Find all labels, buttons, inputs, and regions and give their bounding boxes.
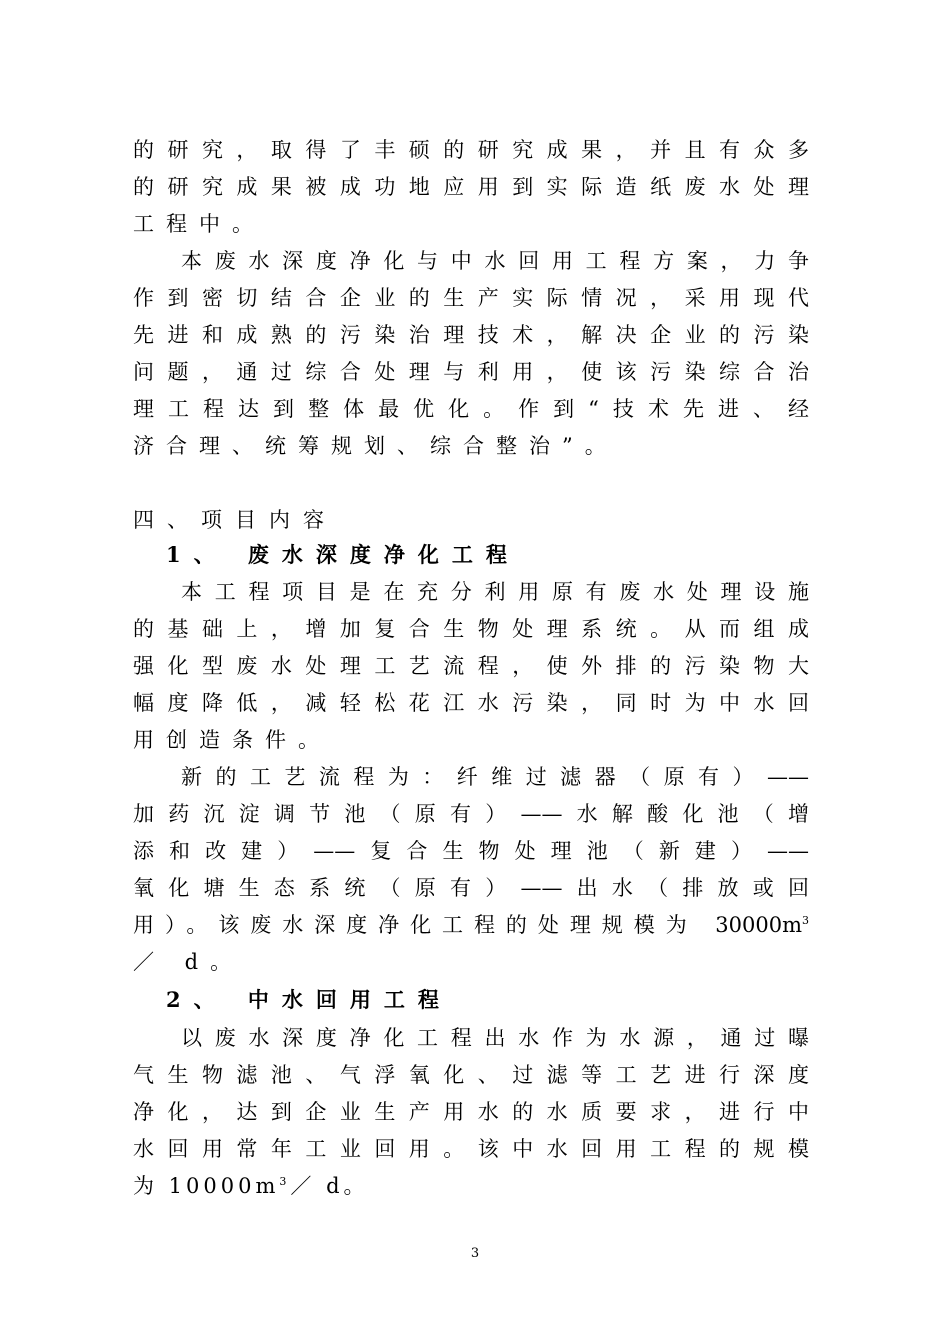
paragraph-line: 的基础上，增加复合生物处理系统。从而组成 bbox=[133, 617, 809, 641]
paragraph-line: 气生物滤池、气浮氧化、过滤等工艺进行深度 bbox=[133, 1063, 809, 1087]
paragraph-line: 氧化塘生态系统（原有）——出水（排放或回 bbox=[133, 876, 809, 900]
paragraph-line: ／ d。 bbox=[133, 950, 244, 974]
paragraph-line: 强化型废水处理工艺流程，使外排的污染物大 bbox=[133, 654, 809, 678]
paragraph-line: 本工程项目是在充分利用原有废水处理设施 bbox=[181, 580, 809, 604]
paragraph-text: 为 10000m bbox=[133, 1174, 280, 1198]
paragraph-line: 以废水深度净化工程出水作为水源，通过曝 bbox=[181, 1026, 809, 1050]
paragraph-line: 先进和成熟的污染治理技术，解决企业的污染 bbox=[133, 323, 809, 347]
page-number: 3 bbox=[470, 1246, 480, 1261]
paragraph-line: 新的工艺流程为：纤维过滤器（原有）—— bbox=[181, 765, 809, 789]
paragraph-line: 问题，通过综合处理与利用，使该污染综合治 bbox=[133, 360, 809, 384]
paragraph-line: 本废水深度净化与中水回用工程方案，力争 bbox=[181, 249, 809, 273]
paragraph-line bbox=[133, 909, 809, 941]
paragraph-line: 理工程达到整体最优化。作到“技术先进、经 bbox=[133, 397, 809, 421]
subsection-heading: 1、 废水深度净化工程 bbox=[166, 542, 520, 567]
paragraph-line: 水回用常年工业回用。该中水回用工程的规模 bbox=[133, 1137, 809, 1161]
paragraph-line: 幅度降低，减轻松花江水污染，同时为中水回 bbox=[133, 691, 809, 715]
paragraph-line: 的研究，取得了丰硕的研究成果，并且有众多 bbox=[133, 138, 809, 162]
paragraph-line: 作到密切结合企业的生产实际情况，采用现代 bbox=[133, 286, 809, 310]
paragraph-line: 的研究成果被成功地应用到实际造纸废水处理 bbox=[133, 175, 809, 199]
paragraph-line: 加药沉淀调节池（原有）——水解酸化池（增 bbox=[133, 802, 809, 826]
paragraph-text: 用）。该废水深度净化工程的处理规模为 30000m bbox=[133, 913, 802, 937]
section-heading: 四、项目内容 bbox=[133, 508, 337, 532]
paragraph-line: 济合理、统筹规划、综合整治”。 bbox=[133, 434, 618, 458]
superscript: 3 bbox=[802, 914, 809, 927]
subsection-heading: 2、 中水回用工程 bbox=[166, 987, 452, 1012]
paragraph-line: 净化，达到企业生产用水的水质要求，进行中 bbox=[133, 1100, 809, 1124]
paragraph-text: ／ d。 bbox=[290, 1174, 369, 1198]
paragraph-line bbox=[133, 1170, 809, 1202]
paragraph-line: 添和改建）——复合生物处理池（新建）—— bbox=[133, 839, 809, 863]
paragraph-line: 工程中。 bbox=[133, 212, 265, 236]
superscript: 3 bbox=[279, 1175, 291, 1188]
paragraph-line: 用创造条件。 bbox=[133, 728, 331, 752]
